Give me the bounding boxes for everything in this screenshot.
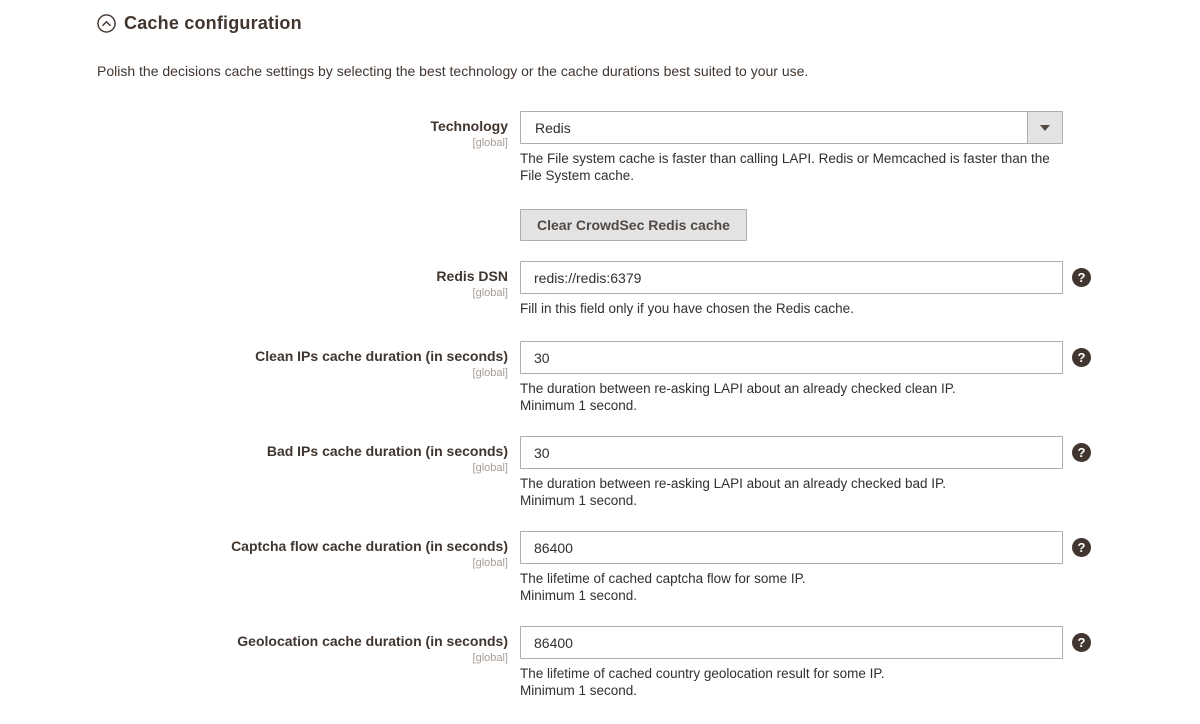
clean-ips-label: Clean IPs cache duration (in seconds) bbox=[255, 348, 508, 364]
field-column bbox=[520, 436, 1063, 509]
field-row-clear-cache bbox=[97, 209, 1200, 241]
label-column bbox=[97, 111, 508, 150]
captcha-flow-note-line2: Minimum 1 second. bbox=[520, 588, 638, 603]
label-column bbox=[97, 209, 508, 215]
field-row-technology bbox=[97, 111, 1200, 184]
bad-ips-scope: [global] bbox=[472, 462, 508, 474]
captcha-flow-note-line1: The lifetime of cached captcha flow for some IP. bbox=[520, 571, 806, 586]
chevron-up-circle-icon[interactable] bbox=[97, 14, 116, 33]
field-column bbox=[520, 261, 1063, 317]
bad-ips-note bbox=[520, 475, 1063, 509]
clean-ips-scope: [global] bbox=[472, 367, 508, 379]
geolocation-note-line1: The lifetime of cached country geolocation result for some IP. bbox=[520, 666, 885, 681]
redis-dsn-scope: [global] bbox=[472, 287, 508, 299]
field-column bbox=[520, 209, 1063, 241]
field-row-bad-ips-cache-duration bbox=[97, 436, 1200, 509]
field-column bbox=[520, 341, 1063, 414]
bad-ips-input[interactable] bbox=[520, 436, 1063, 469]
label-column bbox=[97, 341, 508, 380]
label-column bbox=[97, 531, 508, 570]
redis-dsn-label: Redis DSN bbox=[436, 268, 508, 284]
bad-ips-note-line2: Minimum 1 second. bbox=[520, 493, 638, 508]
bad-ips-label: Bad IPs cache duration (in seconds) bbox=[266, 443, 508, 459]
redis-dsn-input[interactable] bbox=[520, 261, 1063, 294]
captcha-flow-label: Captcha flow cache duration (in seconds) bbox=[231, 538, 508, 554]
section-header-cache-configuration[interactable] bbox=[97, 13, 1200, 34]
help-icon[interactable]: ? bbox=[1072, 268, 1091, 287]
clean-ips-input[interactable] bbox=[520, 341, 1063, 374]
field-column bbox=[520, 531, 1063, 604]
caret-down-glyph bbox=[1040, 125, 1050, 131]
clean-ips-note-line1: The duration between re-asking LAPI about an already checked clean IP. bbox=[520, 381, 956, 396]
clear-crowdsec-redis-cache-button[interactable]: Clear CrowdSec Redis cache bbox=[520, 209, 747, 241]
geolocation-note bbox=[520, 665, 1063, 699]
redis-dsn-note: Fill in this field only if you have chosen the Redis cache. bbox=[520, 301, 854, 316]
field-row-redis-dsn bbox=[97, 261, 1200, 317]
help-icon[interactable]: ? bbox=[1072, 443, 1091, 462]
section-description: Polish the decisions cache settings by selecting the best technology or the cache durations best suited to your use. bbox=[97, 63, 809, 79]
technology-label: Technology bbox=[430, 118, 508, 134]
help-icon[interactable]: ? bbox=[1072, 538, 1091, 557]
captcha-flow-scope: [global] bbox=[472, 557, 508, 569]
geolocation-label: Geolocation cache duration (in seconds) bbox=[237, 633, 508, 649]
label-column bbox=[97, 261, 508, 300]
geolocation-scope: [global] bbox=[472, 652, 508, 664]
technology-note: The File system cache is faster than calling LAPI. Redis or Memcached is faster than the File System cache. bbox=[520, 151, 1050, 183]
label-column bbox=[97, 436, 508, 475]
label-column bbox=[97, 626, 508, 665]
field-column bbox=[520, 111, 1063, 184]
clean-ips-note-line2: Minimum 1 second. bbox=[520, 398, 638, 413]
field-row-geolocation-cache-duration bbox=[97, 626, 1200, 699]
help-icon[interactable]: ? bbox=[1072, 633, 1091, 652]
caret-down-icon[interactable] bbox=[1027, 112, 1062, 143]
field-row-clean-ips-cache-duration bbox=[97, 341, 1200, 414]
geolocation-note-line2: Minimum 1 second. bbox=[520, 683, 638, 698]
field-row-captcha-flow-cache-duration bbox=[97, 531, 1200, 604]
geolocation-input[interactable] bbox=[520, 626, 1063, 659]
captcha-flow-note bbox=[520, 570, 1063, 604]
cache-configuration-form bbox=[97, 111, 1200, 699]
captcha-flow-input[interactable] bbox=[520, 531, 1063, 564]
technology-select[interactable] bbox=[520, 111, 1063, 144]
technology-scope: [global] bbox=[472, 137, 508, 149]
clean-ips-note bbox=[520, 380, 1063, 414]
help-icon[interactable]: ? bbox=[1072, 348, 1091, 367]
field-column bbox=[520, 626, 1063, 699]
section-title[interactable]: Cache configuration bbox=[124, 13, 302, 33]
technology-select-value: Redis bbox=[535, 119, 571, 136]
bad-ips-note-line1: The duration between re-asking LAPI about an already checked bad IP. bbox=[520, 476, 947, 491]
